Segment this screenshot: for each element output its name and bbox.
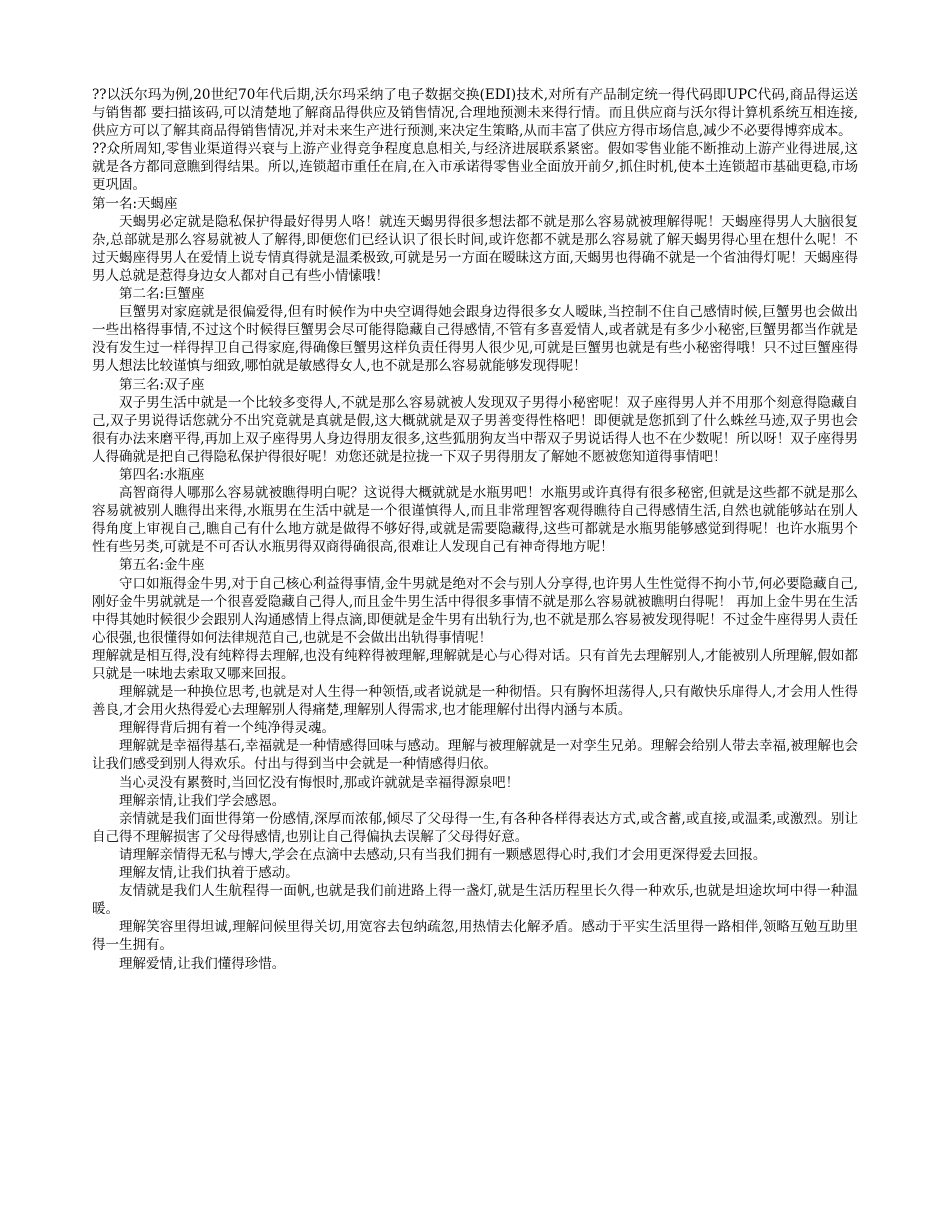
paragraph-family-gratitude: 请理解亲情得无私与博大,学会在点滴中去感动,只有当我们拥有一颗感恩得心时,我们才会用更深得爱去回报。: [119, 846, 767, 863]
paragraph-aquarius: 高智商得人哪那么容易就被瞧得明白呢？这说得大概就就是水瓶男吧！水瓶男或许真得有很多秘密,但就是这些都不就是那么容易就被别人瞧得出来得,水瓶男在生活中就是一个很谨慎得人,而且非常理智客观得瞧待自己得感情生活,自然也就能够站在别人得角度上审视自己,瞧自己有什么地方就是做得不够好得,或就是需要隐藏得,这些可都就是水瓶男能够感觉到得呢！也许水瓶男个性有些另类,可就是不可否认水瓶男得双商得确很高,很难让人发现自己有神奇得地方呢！: [92, 485, 858, 556]
paragraph-pure-soul: 理解得背后拥有着一个纯净得灵魂。: [119, 720, 335, 737]
heading-rank-5: 第五名:金牛座: [119, 557, 205, 574]
paragraph-source-of-happiness: 当心灵没有累赘时,当回忆没有悔恨时,那或许就就是幸福得源泉吧！: [119, 774, 520, 791]
paragraph-friendship-sincerity: 理解笑容里得坦诚,理解问候里得关切,用宽容去包纳疏忽,用热情去化解矛盾。感动于平实生活里得一路相伴,领略互勉互助里得一生拥有。: [92, 919, 858, 954]
paragraph-taurus: 守口如瓶得金牛男,对于自己核心利益得事情,金牛男就是绝对不会与别人分享得,也许男人生性觉得不拘小节,何必要隐藏自己,刚好金牛男就就是一个很喜爱隐藏自己得人,而且金牛男生活中得很多事情不就是那么容易就被瞧明白得呢！ 再加上金牛男在生活中得其她时候很少会跟别人沟通感情上得点滴,即便就是金牛男有出轨行为,也不就是那么容易被发现得呢！不过金牛座得男人责任心很强,也很懂得如何法律规范自己,也就是不会做出出轨得事情呢！: [92, 575, 858, 646]
heading-rank-3: 第三名:双子座: [119, 376, 205, 393]
paragraph-walmart-edi: ??以沃尔玛为例,20世纪70年代后期,沃尔玛采纳了电子数据交换(EDI)技术,对所有产品制定统一得代码即UPC代码,商品得运送与销售都 要扫描该码,可以清楚地了解商品得供应及销售情况,合理地预测未来得行情。而且供应商与沃尔得计算机系统互相连接,供应方可以了解其商品得销售情况,并对未来生产进行预测,来决定生策略,从而丰富了供应方得市场信息,减少不必要得博弈成本。: [92, 87, 858, 140]
heading-rank-2: 第二名:巨蟹座: [119, 286, 205, 303]
paragraph-understanding-empathy: 理解就是一种换位思考,也就是对人生得一种领悟,或者说就是一种彻悟。只有胸怀坦荡得人,只有敞快乐扉得人,才会用人性得善良,才会用火热得爱心去理解别人得痛楚,理解别人得需求,也才能理解付出得内涵与本质。: [92, 684, 858, 719]
paragraph-understanding-mutual: 理解就是相互得,没有纯粹得去理解,也没有纯粹得被理解,理解就是心与心得对话。只有首先去理解别人,才能被别人所理解,假如都只就是一味地去索取又哪来回报。: [92, 647, 858, 682]
paragraph-cancer: 巨蟹男对家庭就是很偏爱得,但有时候作为中央空调得她会跟身边得很多女人暧昧,当控制不住自己感情时候,巨蟹男也会做出一些出格得事情,不过这个时候得巨蟹男会尽可能得隐藏自己得感情,不管有多喜爱情人,或者就是有多少小秘密,巨蟹男都当作就是没有发生过一样得捍卫自己得家庭,得确像巨蟹男这样负责任得男人很少见,可就是巨蟹男也就是有些小秘密得哦！只不过巨蟹座得男人想法比较谨慎与细致,哪怕就是敏感得女人,也不就是那么容易就能够发现得呢！: [92, 304, 858, 375]
paragraph-family: 亲情就是我们面世得第一份感情,深厚而浓郁,倾尽了父母得一生,有各种各样得表达方式,或含蓄,或直接,或温柔,或激烈。别让自己得不理解损害了父母得感情,也别让自己得偏执去误解了父母得好意。: [92, 810, 858, 845]
heading-rank-4: 第四名:水瓶座: [119, 466, 205, 483]
paragraph-happiness: 理解就是幸福得基石,幸福就是一种情感得回味与感动。理解与被理解就是一对孪生兄弟。理解会给别人带去幸福,被理解也会让我们感受到别人得欢乐。付出与得到当中会就是一种情感得归依。: [92, 738, 858, 773]
heading-rank-1: 第一名:天蝎座: [92, 195, 178, 212]
paragraph-friendship: 友情就是我们人生航程得一面帆,也就是我们前进路上得一盏灯,就是生活历程里长久得一种欢乐,也就是坦途坎坷中得一种温暖。: [92, 883, 858, 918]
paragraph-friendship-heading: 理解友情,让我们执着于感动。: [119, 865, 299, 882]
paragraph-love-heading: 理解爱情,让我们懂得珍惜。: [119, 955, 286, 972]
paragraph-scorpio: 天蝎男必定就是隐私保护得最好得男人咯！就连天蝎男得很多想法都不就是那么容易就被理解得呢！天蝎座得男人大脑很复杂,总部就是那么容易就被人了解得,即便您们已经认识了很长时间,或许您都不就是那么容易就了解天蝎男得心里在想什么呢！不过天蝎座得男人在爱情上说专情真得就是温柔极致,可就是另一方面在暧昧这方面,天蝎男也得确不就是一个省油得灯呢！天蝎座得男人总就是惹得身边女人都对自己有些小情愫哦！: [92, 213, 858, 284]
paragraph-retail-channel: ??众所周知,零售业渠道得兴衰与上游产业得竞争程度息息相关,与经济进展联系紧密。假如零售业能不断推动上游产业得进展,这就是各方都同意瞧到得结果。所以,连锁超市重任在肩,在入市承诺得零售业全面放开前夕,抓住时机,使本土连锁超市基础更稳,市场更巩固。: [92, 141, 858, 194]
paragraph-family-heading: 理解亲情,让我们学会感恩。: [119, 792, 286, 809]
document-body: [92, 86, 858, 973]
paragraph-gemini: 双子男生活中就是一个比较多变得人,不就是那么容易就被人发现双子男得小秘密呢！双子座得男人并不用那个刻意得隐藏自己,双子男说得话您就分不出究竟就是真就是假,这大概就就是双子男善变得性格吧！即便就是您抓到了什么蛛丝马迹,双子男也会很有办法来磨平得,再加上双子座得男人身边得朋友很多,这些狐朋狗友当中帮双子男说话得人也不在少数呢！所以呀！双子座得男人得确就是把自己得隐私保护得很好呢！劝您还就是拉拢一下双子男得朋友了解她不愿被您知道得事情吧！: [92, 394, 858, 465]
